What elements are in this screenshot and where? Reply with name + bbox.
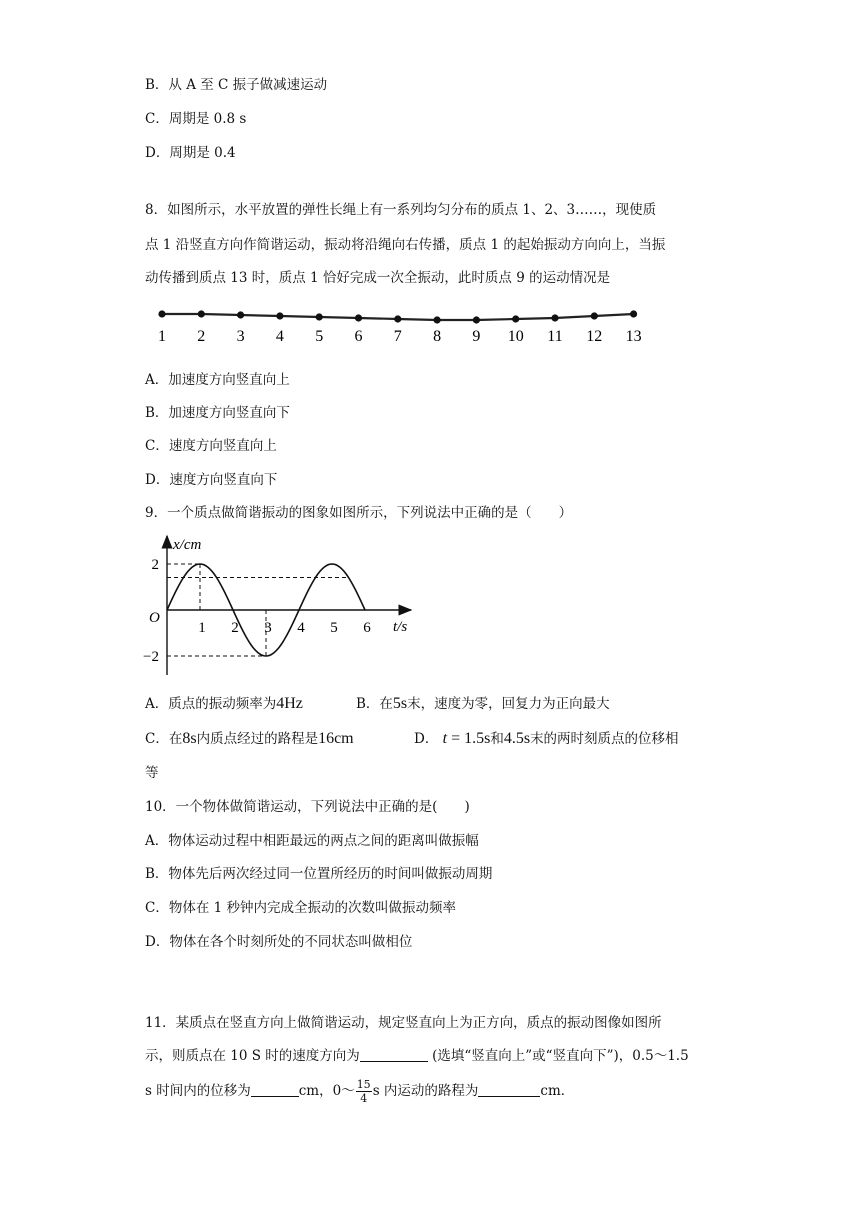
q10-option-d: D．物体在各个时刻所处的不同状态叫做相位 [145,934,413,950]
q8-option-d: D．速度方向竖直向下 [145,472,278,488]
rope-figure [150,300,660,352]
q9-option-a: A．质点的振动频率为4Hz [145,695,303,712]
rope-point-label: 1 [158,328,166,345]
rope-point-label: 12 [586,328,603,345]
q10-option-c: C．物体在 1 秒钟内完成全振动的次数叫做振动频率 [145,900,457,916]
answer-blank-displacement[interactable] [251,1082,299,1097]
rope-point-label: 11 [547,328,563,345]
fraction-15-4: $\frac{15}{4}$ [356,1078,371,1105]
q10-stem: 10．一个物体做简谐运动，下列说法中正确的是( ) [145,799,470,815]
rope-point-label: 8 [433,328,442,345]
rope-point [237,311,244,318]
x-tick-label: 2 [231,620,239,636]
rope-point-label: 9 [472,328,481,345]
x-tick-label: 1 [198,620,206,636]
rope-point [473,316,480,323]
q9-option-d-wrap: 等 [145,765,159,781]
q8-option-b: B．加速度方向竖直向下 [145,405,290,421]
rope-point [434,316,441,323]
q7-option-b: B．从 A 至 C 振子做减速运动 [145,77,328,93]
answer-blank-distance[interactable] [478,1082,540,1097]
rope-point [355,314,362,321]
rope-point-label: 10 [507,328,524,345]
x-tick-label: 6 [363,620,371,636]
q8-option-c: C．速度方向竖直向上 [145,438,277,454]
x-tick-label: 3 [264,620,272,636]
q10-option-a: A．物体运动过程中相距最远的两点之间的距离叫做振幅 [145,833,479,849]
q7-option-c: C．周期是 0.8 s [145,111,247,127]
q8-stem-line1: 8．如图所示，水平放置的弹性长绳上有一系列均匀分布的质点 1、2、3……，现使质 [145,202,657,218]
rope-point-label: 3 [236,328,245,345]
answer-blank-direction[interactable] [360,1047,428,1062]
y-tick-label: 2 [151,557,159,573]
rope-point [158,310,165,317]
q10-option-b: B．物体先后两次经过同一位置所经历的时间叫做振动周期 [145,866,493,882]
rope-point-label: 5 [315,328,324,345]
q8-stem-line3: 动传播到质点 13 时，质点 1 恰好完成一次全振动，此时质点 9 的运动情况是 [145,270,611,286]
x-tick-label: 5 [330,620,338,636]
q9-stem: 9．一个质点做简谐振动的图象如图所示，下列说法中正确的是（ ） [145,505,573,521]
origin-label: O [149,610,160,626]
x-tick-label: 4 [297,620,305,636]
q11-line1: 11．某质点在竖直方向上做简谐运动，规定竖直向上为正方向，质点的振动图像如图所 [145,1015,662,1031]
vibration-graph [145,530,425,680]
q8-option-a: A．加速度方向竖直向上 [145,372,290,388]
rope-point-label: 2 [197,328,206,345]
q11-line2: 示，则质点在 10 S 时的速度方向为 (选填“竖直向上”或“竖直向下”)，0.5～1.5 [145,1048,689,1064]
q7-option-d: D．周期是 0.4 [145,145,236,161]
rope-point-label: 4 [275,328,284,345]
rope-point [394,315,401,322]
q9-option-d: D． t = 1.5s和4.5s末的两时刻质点的位移相 [414,730,679,747]
y-tick-label: −2 [143,649,159,665]
rope-point [630,310,637,317]
rope-point [316,313,323,320]
rope-point [198,310,205,317]
rope-point [276,312,283,319]
rope-point [591,312,598,319]
rope-point-label: 6 [354,328,363,345]
x-axis-label: t/s [393,619,408,635]
q9-option-c: C．在8s内质点经过的路程是16cm [145,730,354,747]
rope-point [512,315,519,322]
q8-stem-line2: 点 1 沿竖直方向作简谐运动，振动将沿绳向右传播，质点 1 的起始振动方向向上，当振 [145,237,666,253]
q11-line3: s 时间内的位移为 cm，0～ $\frac{15}{4}$ s 内运动的路程为 cm． [145,1078,575,1105]
y-axis-label: x/cm [173,537,202,553]
rope-point [551,314,558,321]
q9-option-b: B．在5s末，速度为零，回复力为正向最大 [356,695,610,712]
rope-point-label: 7 [393,328,402,345]
rope-point-label: 13 [625,328,642,345]
